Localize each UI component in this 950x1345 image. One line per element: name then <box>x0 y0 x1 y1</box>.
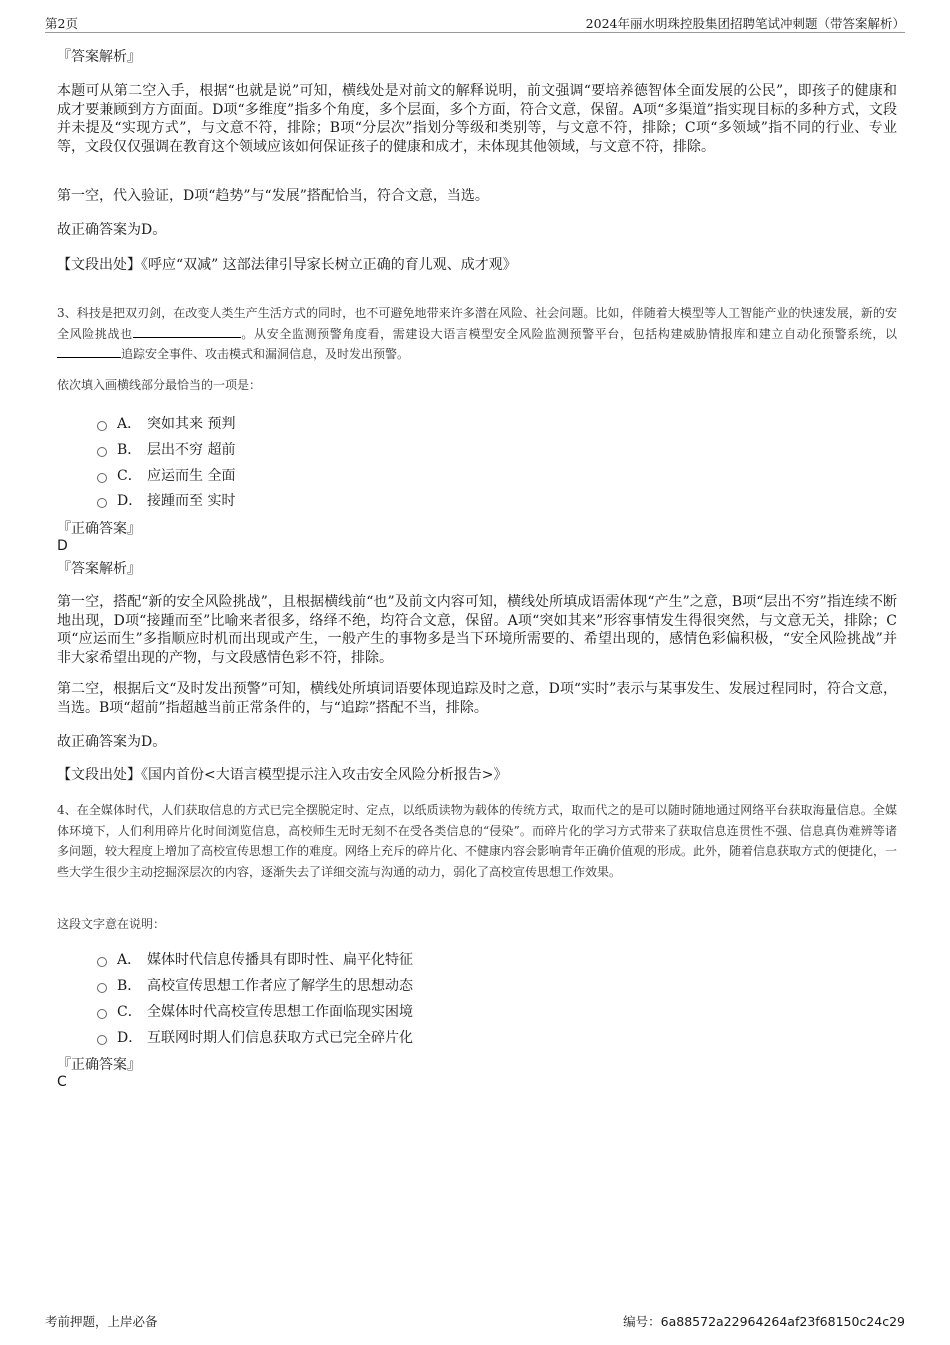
option-letter: B． <box>117 978 142 994</box>
radio-icon[interactable] <box>97 983 107 993</box>
question-text-part: 追踪安全事件、攻击模式和漏洞信息，及时发出预警。 <box>121 347 410 361</box>
option-a[interactable] <box>97 949 413 969</box>
document-code <box>623 1312 905 1330</box>
question-text-part: 3、科技是把双刃剑，在改变人类生产生活方式的同时，也不可避免地带来许多潜在风险、社会问题。比如，伴随着大模型等人工智能产业的快速发展，新的安全风险挑战也 <box>57 306 897 341</box>
option-c[interactable] <box>97 465 235 485</box>
correct-answer: C <box>57 1074 67 1090</box>
answer-conclusion: 故正确答案为D。 <box>57 222 167 238</box>
correct-answer: D <box>57 538 68 554</box>
correct-answer-label: 『正确答案』 <box>57 521 141 537</box>
radio-icon[interactable] <box>97 473 107 483</box>
option-text: 应运而生 全面 <box>147 468 236 484</box>
source-citation: 【文段出处】《呼应“双减” 这部法律引导家长树立正确的育儿观、成才观》 <box>57 257 517 273</box>
option-b[interactable] <box>97 975 413 995</box>
option-text: 接踵而至 实时 <box>147 493 236 509</box>
option-text: 全媒体时代高校宣传思想工作面临现实困境 <box>147 1004 413 1020</box>
option-text: 层出不穷 超前 <box>147 442 236 458</box>
page-number: 第2页 <box>45 16 78 31</box>
option-letter: D． <box>117 1030 143 1046</box>
option-text: 高校宣传思想工作者应了解学生的思想动态 <box>147 978 413 994</box>
radio-icon[interactable] <box>97 1035 107 1045</box>
question-text-part: 。从安全监测预警角度看，需建设大语言模型安全风险监测预警平台，包括构建威胁情报库和建立自动化预警系统，以 <box>240 326 897 341</box>
radio-icon[interactable] <box>97 957 107 967</box>
radio-icon[interactable] <box>97 421 107 431</box>
option-letter: D． <box>117 493 143 509</box>
analysis-paragraph: 本题可从第二空入手，根据“也就是说”可知，横线处是对前文的解释说明，前文强调“要培养德智体全面发展的公民”，即孩子的健康和成才要兼顾到方方面面。D项“多维度”指多个角度，多个层面，多个方面，符合文意，保留。A项“多渠道”指实现目标的多种方式，文段并未提及“实现方式”，与文意不符，排除；B项“分层次”指划分等级和类别等，与文意不符，排除；C项“多领域”指不同的行业、专业等，文段仅仅强调在教育这个领域应该如何保证孩子的健康和成才，未体现其他领域，与文意不符，排除。 <box>57 83 897 155</box>
option-text: 互联网时期人们信息获取方式已完全碎片化 <box>147 1030 413 1046</box>
page-footer <box>45 1312 905 1330</box>
correct-answer-label: 『正确答案』 <box>57 1057 141 1073</box>
option-b[interactable] <box>97 439 235 459</box>
source-citation: 【文段出处】《国内首份<大语言模型提示注入攻击安全风险分析报告>》 <box>57 767 508 783</box>
analysis-paragraph: 第一空，搭配“新的安全风险挑战”，且根据横线前“也”及前文内容可知，横线处所填成语需体现“产生”之意，B项“层出不穷”指连续不断地出现，D项“接踵而至”比喻来者很多，络绎不绝，均符合文意，保留。A项“突如其来”形容事情发生得很突然，与文意无关，排除；C项“应运而生”多指顺应时机而出现或产生，一般产生的事物多是当下环境所需要的、希望出现的，感情色彩偏积极，“安全风险挑战”并非大家希望出现的产物，与文段感情色彩不符，排除。 <box>57 594 897 666</box>
answer-blank <box>57 345 121 358</box>
question-prompt: 这段文字意在说明： <box>57 917 166 931</box>
code-label: 编号： <box>623 1314 661 1329</box>
footer-slogan: 考前押题，上岸必备 <box>45 1314 158 1329</box>
analysis-paragraph: 第一空，代入验证，D项“趋势”与“发展”搭配恰当，符合文意，当选。 <box>57 188 489 204</box>
radio-icon[interactable] <box>97 498 107 508</box>
question-prompt: 依次填入画横线部分最恰当的一项是： <box>57 378 262 392</box>
option-letter: C． <box>117 468 142 484</box>
analysis-paragraph: 第二空，根据后文“及时发出预警”可知，横线处所填词语要体现追踪及时之意，D项“实时”表示与某事发生、发展过程同时，符合文意，当选。B项“超前”指超越当前正常条件的，与“追踪”搭配不当，排除。 <box>57 681 897 716</box>
analysis-label: 『答案解析』 <box>57 49 141 65</box>
page-header <box>45 14 905 33</box>
analysis-label: 『答案解析』 <box>57 561 141 577</box>
option-letter: A． <box>117 416 142 432</box>
option-letter: A． <box>117 952 142 968</box>
question-4-text: 4、在全媒体时代，人们获取信息的方式已完全摆脱定时、定点，以纸质读物为载体的传统方式，取而代之的是可以随时随地通过网络平台获取海量信息。全媒体环境下，人们利用碎片化时间浏览信息，高校师生无时无刻不在受各类信息的“侵染”。而碎片化的学习方式带来了获取信息连贯性不强、信息真伪难辨等诸多问题，较大程度上增加了高校宣传思想工作的难度。网络上充斥的碎片化、不健康内容会影响青年正确价值观的形成。此外，随着信息获取方式的便捷化，一些大学生很少主动挖掘深层次的内容，逐渐失去了详细交流与沟通的动力，弱化了高校宣传思想工作效果。 <box>57 803 898 879</box>
question-3-text <box>57 303 897 365</box>
answer-conclusion: 故正确答案为D。 <box>57 734 167 750</box>
answer-blank <box>133 325 241 338</box>
radio-icon[interactable] <box>97 1009 107 1019</box>
option-text: 媒体时代信息传播具有即时性、扁平化特征 <box>147 952 413 968</box>
document-title: 2024年丽水明珠控股集团招聘笔试冲刺题（带答案解析） <box>585 16 905 31</box>
option-text: 突如其来 预判 <box>147 416 236 432</box>
option-letter: C． <box>117 1004 142 1020</box>
code-value: 6a88572a22964264af23f68150c24c29 <box>660 1314 905 1329</box>
option-c[interactable] <box>97 1001 413 1021</box>
option-a[interactable] <box>97 413 235 433</box>
option-letter: B． <box>117 442 142 458</box>
radio-icon[interactable] <box>97 447 107 457</box>
option-d[interactable] <box>97 490 235 510</box>
option-d[interactable] <box>97 1027 413 1047</box>
